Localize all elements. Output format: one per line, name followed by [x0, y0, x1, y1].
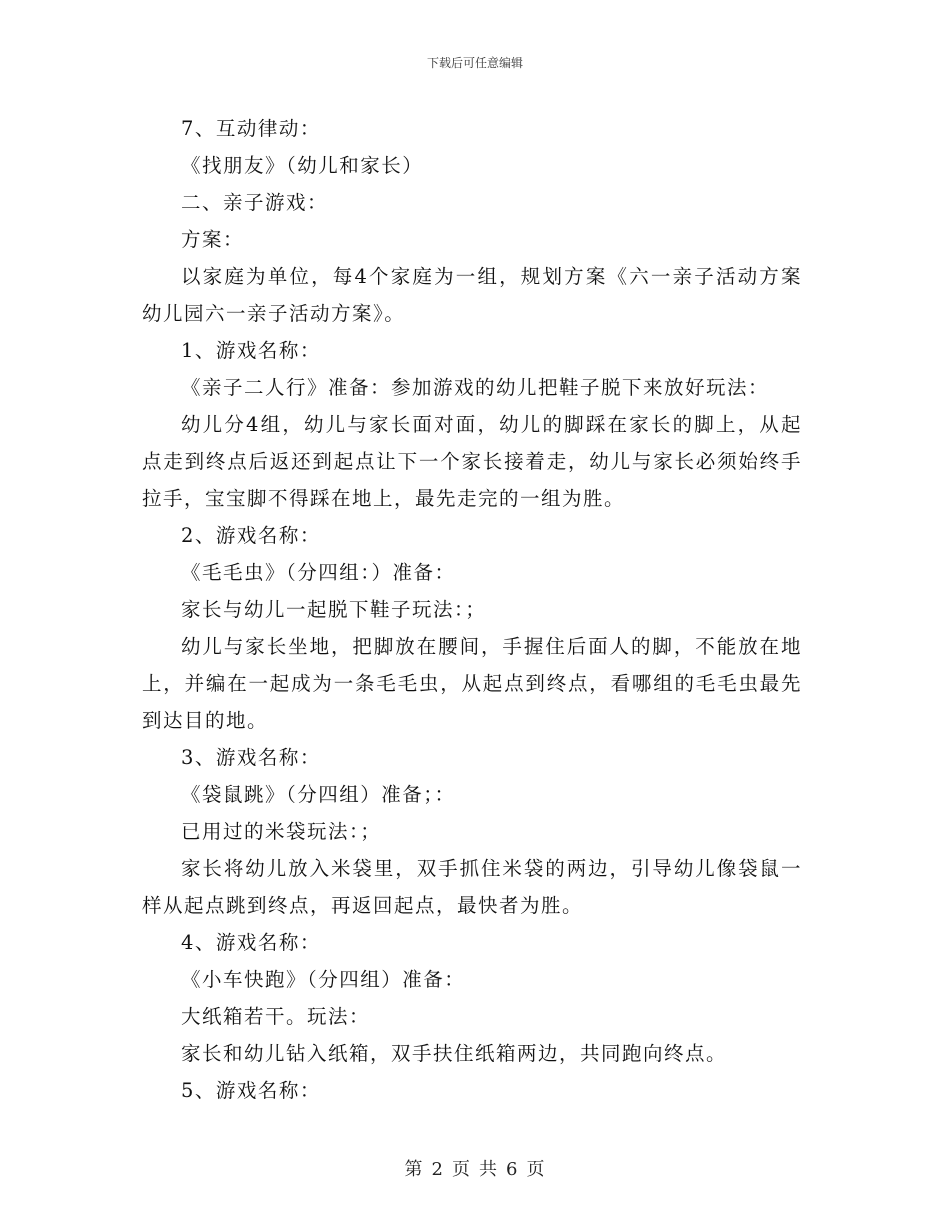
total-label-prefix: 共 — [479, 1159, 498, 1180]
paragraph: 《袋鼠跳》（分四组）准备；： — [181, 783, 456, 806]
paragraph: 《找朋友》（幼儿和家长） — [181, 154, 424, 177]
paragraph: 1、游戏名称： — [181, 339, 321, 362]
page-footer — [0, 1155, 950, 1181]
paragraph: 家长将幼儿放入米袋里，双手抓住米袋的两边，引导幼儿像袋鼠一样从起点跳到终点，再返回起点，最快者为胜。 — [142, 857, 802, 917]
page-label-prefix: 第 — [404, 1159, 424, 1180]
paragraph: 家长和幼儿钻入纸箱，双手扶住纸箱两边，共同跑向终点。 — [181, 1042, 728, 1065]
paragraph: 已用过的米袋玩法：； — [181, 820, 382, 843]
paragraph: 幼儿与家长坐地，把脚放在腰间，手握住后面人的脚，不能放在地上，并编在一起成为一条毛毛虫，从起点到终点，看哪组的毛毛虫最先到达目的地。 — [142, 635, 802, 732]
paragraph: 家长与幼儿一起脱下鞋子玩法：； — [181, 598, 487, 621]
paragraph: 方案： — [181, 228, 245, 251]
page-label-unit: 页 — [452, 1159, 471, 1180]
paragraph: 以家庭为单位，每4个家庭为一组，规划方案《六一亲子活动方案 幼儿园六一亲子活动方案》。 — [142, 265, 802, 325]
paragraph: 4、游戏名称： — [181, 931, 321, 954]
paragraph: 大纸箱若干。玩法： — [181, 1005, 371, 1028]
paragraph: 幼儿分4组，幼儿与家长面对面，幼儿的脚踩在家长的脚上，从起点走到终点后返还到起点让下一个家长接着走，幼儿与家长必须始终手拉手，宝宝脚不得踩在地上，最先走完的一组为胜。 — [142, 413, 802, 510]
paragraph: 3、游戏名称： — [181, 746, 321, 769]
paragraph: 5、游戏名称： — [181, 1079, 321, 1102]
paragraph: 2、游戏名称： — [181, 524, 321, 547]
total-label-unit: 页 — [526, 1159, 546, 1180]
paragraph: 《亲子二人行》准备：参加游戏的幼儿把鞋子脱下来放好玩法： — [181, 376, 770, 399]
paragraph: 二、亲子游戏： — [181, 191, 329, 214]
total-pages: 6 — [506, 1159, 519, 1180]
document-body — [142, 110, 802, 1109]
paragraph: 《毛毛虫》（分四组：）准备： — [181, 561, 456, 584]
page-number: 2 — [431, 1159, 444, 1180]
paragraph: 7、互动律动： — [181, 117, 321, 140]
paragraph: 《小车快跑》（分四组）准备： — [181, 968, 466, 991]
page-header: 下载后可任意编辑 — [426, 56, 523, 70]
